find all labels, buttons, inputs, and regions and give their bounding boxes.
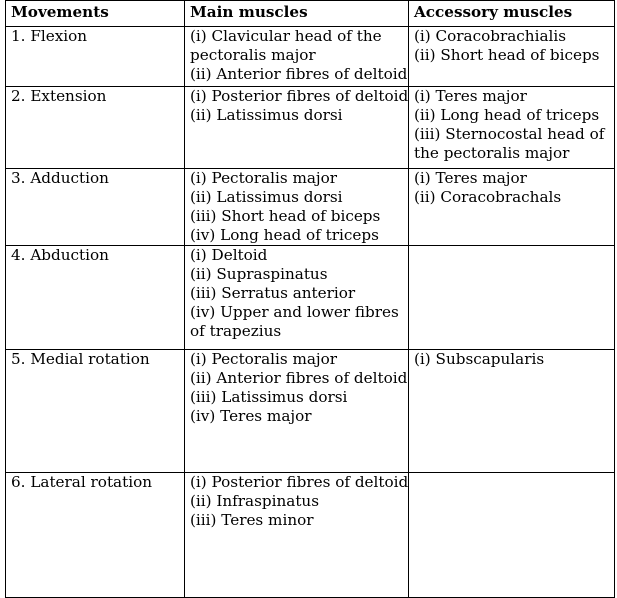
muscle-line: (i) Posterior fibres of deltoid <box>190 87 409 105</box>
movement-cell: 5. Medial rotation <box>6 350 185 473</box>
main-muscles-cell <box>185 87 409 169</box>
muscle-line: (i) Coracobrachialis <box>414 27 567 45</box>
table-row <box>6 87 615 169</box>
accessory-muscles-cell <box>409 169 615 246</box>
muscle-line: (iv) Teres major <box>190 407 312 425</box>
table-row <box>6 350 615 473</box>
accessory-muscles-cell <box>409 473 615 598</box>
muscle-line: pectoralis major <box>190 46 316 64</box>
muscle-line: (i) Teres major <box>414 87 527 105</box>
main-muscles-cell <box>185 246 409 350</box>
movement-cell: 6. Lateral rotation <box>6 473 185 598</box>
movement-cell: 4. Abduction <box>6 246 185 350</box>
header-row <box>6 1 615 27</box>
muscle-line: (i) Subscapularis <box>414 350 545 368</box>
muscle-line: (i) Pectoralis major <box>190 169 338 187</box>
muscle-line: (i) Teres major <box>414 169 527 187</box>
muscle-line: (iii) Teres minor <box>190 511 314 529</box>
muscle-line: (i) Posterior fibres of deltoid <box>190 473 409 491</box>
main-muscles-cell <box>185 169 409 246</box>
table-row <box>6 27 615 87</box>
movement-cell: 2. Extension <box>6 87 185 169</box>
muscle-line: (ii) Anterior fibres of deltoid <box>190 369 408 387</box>
muscle-line: (ii) Anterior fibres of deltoid <box>190 65 408 83</box>
shoulder-movements-table <box>5 0 615 598</box>
table-row <box>6 473 615 598</box>
muscle-line: (i) Deltoid <box>190 246 268 264</box>
accessory-muscles-cell <box>409 350 615 473</box>
accessory-muscles-cell <box>409 27 615 87</box>
muscle-line: (iii) Serratus anterior <box>190 284 356 302</box>
muscle-line: (iv) Upper and lower fibres <box>190 303 399 321</box>
main-muscles-cell <box>185 27 409 87</box>
muscle-line: (i) Pectoralis major <box>190 350 338 368</box>
muscle-line: (ii) Supraspinatus <box>190 265 328 283</box>
table-row <box>6 169 615 246</box>
muscle-line: (ii) Latissimus dorsi <box>190 188 343 206</box>
header-movements: Movements <box>6 1 185 27</box>
muscle-line: (iii) Short head of biceps <box>190 207 381 225</box>
accessory-muscles-cell <box>409 87 615 169</box>
muscle-line: (iii) Latissimus dorsi <box>190 388 348 406</box>
movement-cell: 3. Adduction <box>6 169 185 246</box>
accessory-muscles-cell <box>409 246 615 350</box>
muscle-line: (ii) Infraspinatus <box>190 492 319 510</box>
muscle-line: (ii) Short head of biceps <box>414 46 600 64</box>
table-row <box>6 246 615 350</box>
muscle-line: (i) Clavicular head of the <box>190 27 382 45</box>
main-muscles-cell <box>185 473 409 598</box>
muscle-line: of trapezius <box>190 322 282 340</box>
muscle-line: (iv) Long head of triceps <box>190 226 379 244</box>
header-accessory-muscles: Accessory muscles <box>409 1 615 27</box>
header-main-muscles: Main muscles <box>185 1 409 27</box>
muscle-line: the pectoralis major <box>414 144 570 162</box>
muscle-line: (ii) Latissimus dorsi <box>190 106 343 124</box>
muscle-line: (ii) Long head of triceps <box>414 106 600 124</box>
muscle-line: (ii) Coracobrachals <box>414 188 562 206</box>
muscle-line: (iii) Sternocostal head of <box>414 125 605 143</box>
main-muscles-cell <box>185 350 409 473</box>
movement-cell: 1. Flexion <box>6 27 185 87</box>
